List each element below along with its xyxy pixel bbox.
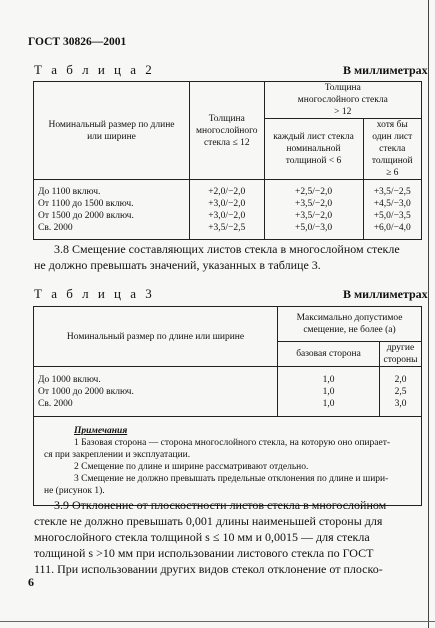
note-line: 2 Смещение по длине и ширине рассматривают отдельно. <box>74 462 309 472</box>
paragraph-3-9 <box>34 497 422 577</box>
table-cell: 1,0 <box>322 398 335 409</box>
table2-header-thickness: Толщина многослойного стекла ≤ 12 <box>190 82 265 180</box>
table3 <box>33 306 422 506</box>
paragraph-3-8 <box>34 241 422 273</box>
table-cell: Св. 2000 <box>38 398 73 409</box>
table-cell: +2,0/−2,0 <box>208 186 246 197</box>
table2-unit: В миллиметрах <box>343 63 428 77</box>
table-cell: +3,5/−2,0 <box>294 198 333 209</box>
note-line: 1 Базовая сторона — сторона многослойного стекла, на которую оно опирает- <box>74 438 391 448</box>
paragraph-line: многослойного стекла толщиной s ≤ 10 мм и 0,0015 — для стекла <box>34 530 370 544</box>
table3-header-other: другие стороны <box>380 342 422 367</box>
table2-col-each <box>264 180 363 240</box>
table3-header-size: Номинальный размер по длине или ширине <box>34 307 278 367</box>
table-cell: +5,0/−3,5 <box>373 210 411 221</box>
table2-header-one: хотя бы один лист стекла толщиной ≥ 6 <box>363 119 421 180</box>
table-cell: +3,0/−2,0 <box>208 198 246 209</box>
table-cell: 2,5 <box>394 386 407 397</box>
document-header: ГОСТ 30826—2001 <box>28 36 127 48</box>
table3-col-size <box>34 367 278 417</box>
table-cell: +3,5/−2,5 <box>373 186 411 197</box>
table-cell: 1,0 <box>322 374 335 385</box>
scan-edge-right <box>428 0 429 628</box>
table-cell: От 1000 до 2000 включ. <box>38 386 134 397</box>
table3-col-other <box>380 367 422 417</box>
note-line: 3 Смещение не должно превышать предельные отклонения по длине и шири- <box>74 474 389 484</box>
page-number: 6 <box>28 575 34 589</box>
table-cell: 1,0 <box>322 386 335 397</box>
table3-unit: В миллиметрах <box>343 287 428 301</box>
paragraph-line: толщиной s >10 мм при использовании листового стекла по ГОСТ <box>34 546 374 560</box>
scan-edge-bottom <box>0 621 435 622</box>
table-cell: До 1000 включ. <box>38 374 101 385</box>
table-cell: От 1500 до 2000 включ. <box>38 210 134 221</box>
table2-header-size: Номинальный размер по длине или ширине <box>34 82 190 180</box>
table3-header-group: Максимально допустимое смещение, не более (a) <box>278 307 422 342</box>
paragraph-line: 3.8 Смещение составляющих листов стекла в многослойном стекле <box>54 242 400 256</box>
table-cell: Св. 2000 <box>38 222 73 233</box>
table2-caption: Т а б л и ц а 2 <box>34 62 155 77</box>
paragraph-line: не должно превышать значений, указанных в таблице 3. <box>34 258 321 272</box>
paragraph-line: стекле не должно превышать 0,001 длины наименьшей стороны для <box>34 514 383 528</box>
table3-col-base <box>278 367 380 417</box>
table2-header-each: каждый лист стекла номинальной толщиной < 6 <box>264 119 363 180</box>
table-cell: От 1100 до 1500 включ. <box>38 198 134 209</box>
table3-notes <box>34 417 422 506</box>
table-cell: +3,0/−2,0 <box>208 210 246 221</box>
table-cell: +2,5/−2,0 <box>294 186 333 197</box>
table-cell: 3,0 <box>394 398 407 409</box>
table3-caption: Т а б л и ц а 3 <box>34 286 155 301</box>
table-cell: +3,5/−2,0 <box>294 210 333 221</box>
note-line: ся при закреплении и эксплуатации. <box>44 450 191 460</box>
table2-col-one <box>363 180 421 240</box>
table-cell: +4,5/−3,0 <box>373 198 411 209</box>
table-cell: +6,0/−4,0 <box>373 222 411 233</box>
paragraph-line: 111. При использовании других видов стекол отклонение от плоско- <box>34 562 383 576</box>
table3-header-base: базовая сторона <box>278 342 380 367</box>
paragraph-line: 3.9 Отклонение от плоскостности листов стекла в многослойном <box>54 498 387 512</box>
note-line: не (рисунок 1). <box>44 486 105 496</box>
table-cell: +5,0/−3,0 <box>294 222 333 233</box>
table-cell: 2,0 <box>394 374 407 385</box>
table-cell: До 1100 включ. <box>38 186 101 197</box>
table2-header-group: Толщина многослойного стекла > 12 <box>264 82 421 119</box>
table-cell: +3,5/−2,5 <box>208 222 246 233</box>
table2-col-size <box>34 180 190 240</box>
notes-title: Примечания <box>74 426 128 436</box>
table2 <box>33 81 422 240</box>
table2-col-thickness <box>190 180 265 240</box>
